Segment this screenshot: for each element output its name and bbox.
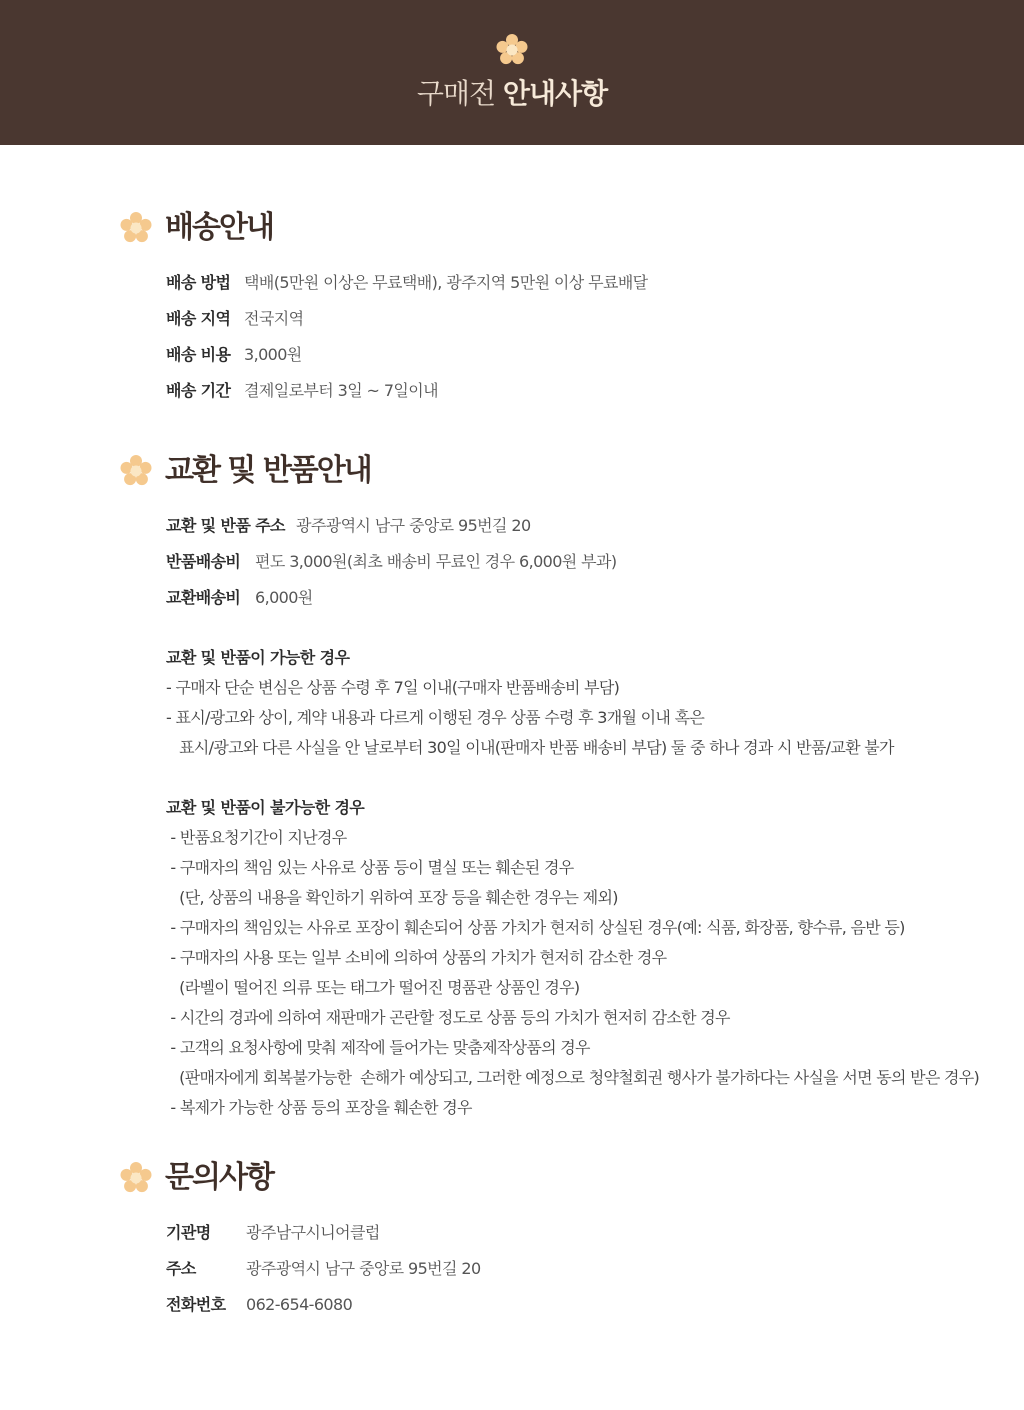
info-row: [166, 1258, 481, 1280]
info-value: 광주남구시니어클럽: [246, 1223, 380, 1242]
list-item: - 구매자의 사용 또는 일부 소비에 의하여 상품의 가치가 현저히 감소한 경우: [166, 948, 667, 967]
info-key: 전화번호: [166, 1295, 226, 1314]
info-key: 배송 기간: [166, 381, 231, 400]
flower-icon: [120, 1162, 152, 1194]
info-row: [166, 587, 313, 609]
info-row: [166, 515, 531, 537]
list-item: - 구매자 단순 변심은 상품 수령 후 7일 이내(구매자 반품배송비 부담): [166, 678, 620, 697]
info-value: 062-654-6080: [246, 1295, 353, 1314]
info-key: 반품배송비: [166, 552, 241, 571]
impossible-cases-title: 교환 및 반품이 불가능한 경우: [166, 798, 365, 817]
possible-cases-title: 교환 및 반품이 가능한 경우: [166, 648, 350, 667]
section-title: 배송안내: [165, 210, 273, 245]
info-key: 배송 지역: [166, 309, 231, 328]
list-item: - 복제가 가능한 상품 등의 포장을 훼손한 경우: [166, 1098, 472, 1117]
info-value: 결제일로부터 3일 ~ 7일이내: [244, 381, 438, 400]
info-row: [166, 308, 303, 330]
info-key: 교환배송비: [166, 588, 241, 607]
list-item: 표시/광고와 다른 사실을 안 날로부터 30일 이내(판매자 반품 배송비 부담) 둘 중 하나 경과 시 반품/교환 불가: [166, 738, 894, 757]
section-title: 문의사항: [165, 1160, 273, 1195]
list-item: (라벨이 떨어진 의류 또는 태그가 떨어진 명품관 상품인 경우): [166, 978, 580, 997]
info-key: 교환 및 반품 주소: [166, 516, 285, 535]
info-row: [166, 272, 648, 294]
info-row: [166, 551, 617, 573]
info-key: 배송 방법: [166, 273, 231, 292]
list-item: - 구매자의 책임 있는 사유로 상품 등이 멸실 또는 훼손된 경우: [166, 858, 574, 877]
info-value: 6,000원: [255, 588, 313, 607]
list-item: - 시간의 경과에 의하여 재판매가 곤란할 정도로 상품 등의 가치가 현저히 감소한 경우: [166, 1008, 730, 1027]
info-row: [166, 1222, 380, 1244]
list-item: (단, 상품의 내용을 확인하기 위하여 포장 등을 훼손한 경우는 제외): [166, 888, 618, 907]
header-banner: [0, 0, 1024, 145]
flower-icon: [496, 34, 528, 66]
info-key: 기관명: [166, 1223, 211, 1242]
info-value: 3,000원: [244, 345, 302, 364]
list-item: - 반품요청기간이 지난경우: [166, 828, 347, 847]
info-value: 택배(5만원 이상은 무료택배), 광주지역 5만원 이상 무료배달: [244, 273, 648, 292]
info-key: 주소: [166, 1259, 196, 1278]
list-item: - 구매자의 책임있는 사유로 포장이 훼손되어 상품 가치가 현저히 상실된 경우(예: 식품, 화장품, 향수류, 음반 등): [166, 918, 905, 937]
list-item: - 고객의 요청사항에 맞춰 제작에 들어가는 맞춤제작상품의 경우: [166, 1038, 590, 1057]
page-title-light: 구매전: [416, 77, 496, 110]
info-key: 배송 비용: [166, 345, 231, 364]
page-title-bold: 안내사항: [502, 77, 608, 110]
info-value: 편도 3,000원(최초 배송비 무료인 경우 6,000원 부과): [255, 552, 617, 571]
list-item: - 표시/광고와 상이, 계약 내용과 다르게 이행된 경우 상품 수령 후 3개월 이내 혹은: [166, 708, 705, 727]
info-row: [166, 380, 438, 402]
info-value: 광주광역시 남구 중앙로 95번길 20: [246, 1259, 481, 1278]
page-title: [0, 76, 1024, 112]
info-row: [166, 1294, 352, 1316]
flower-icon: [120, 455, 152, 487]
info-value: 광주광역시 남구 중앙로 95번길 20: [296, 516, 531, 535]
section-title: 교환 및 반품안내: [165, 453, 371, 488]
flower-icon: [120, 212, 152, 244]
list-item: (판매자에게 회복불가능한 손해가 예상되고, 그러한 예정으로 청약철회권 행사가 불가하다는 사실을 서면 동의 받은 경우): [166, 1068, 980, 1087]
info-value: 전국지역: [244, 309, 304, 328]
info-row: [166, 344, 302, 366]
